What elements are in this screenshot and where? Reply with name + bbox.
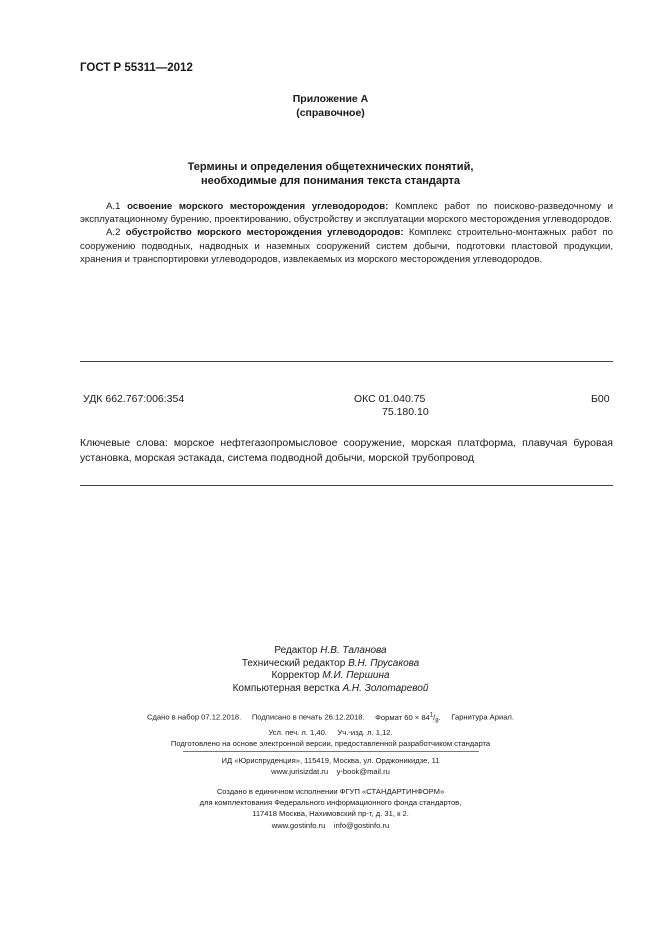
credit-name: М.И. Першина xyxy=(322,670,390,682)
publisher-info xyxy=(0,755,661,777)
oks-code xyxy=(354,393,425,406)
credit-role: Редактор xyxy=(274,645,318,656)
credit-role: Технический редактор xyxy=(241,657,346,669)
appendix-title: Приложение А xyxy=(292,93,369,105)
standartinform-info xyxy=(0,786,661,831)
credit-line xyxy=(0,658,661,671)
term-definition: Комплекс строительно-монтажных работ по сооружению подводных, надводных и наземных сооружений систем добычи, подготовки пластовой продукции, хранения и транспортировки углеводородов, извлекаемых из морского месторождения углеводородов. xyxy=(80,227,613,265)
keywords-label: Ключевые слова: xyxy=(80,437,168,449)
divider xyxy=(183,751,479,752)
credits xyxy=(0,645,661,695)
format-denominator: 8 xyxy=(435,718,439,725)
oks-label: ОКС xyxy=(354,393,376,405)
credit-name: Н.В. Таланова xyxy=(320,645,387,656)
appendix-subtitle: (справочное) xyxy=(296,107,365,119)
keywords xyxy=(80,436,613,465)
credit-role: Корректор xyxy=(271,670,320,682)
term-name: обустройство морского месторождения углеводородов: xyxy=(125,227,404,239)
oks-value-2: 75.180.10 xyxy=(382,406,429,418)
print-sheets: Усл. печ. л. 1,40. xyxy=(268,728,327,738)
section-title xyxy=(0,160,661,188)
standartinform-site: www.gostinfo.ru xyxy=(271,820,326,830)
format-label: Формат 60 × 84 xyxy=(375,712,430,722)
divider xyxy=(80,485,613,486)
credit-name: В.Н. Прусакова xyxy=(348,657,420,669)
print-submitted: Сдано в набор 07.12.2018. xyxy=(147,712,242,722)
udk-label: УДК xyxy=(83,393,103,405)
term-entry xyxy=(80,200,613,226)
section-title-line: необходимые для понимания текста стандарта xyxy=(200,175,461,187)
standartinform-line: 117418 Москва, Нахимовский пр-т, д. 31, к 2. xyxy=(252,809,409,819)
oks-value: 01.040.75 xyxy=(378,393,426,405)
section-title-line: Термины и определения общетехнических понятий, xyxy=(187,161,474,173)
credit-name: А.Н. Золотаревой xyxy=(342,682,429,694)
udk-code xyxy=(83,393,184,406)
print-line xyxy=(0,727,661,738)
standartinform-line: Создано в единичном исполнении ФГУП «СТАНДАРТИНФОРМ» xyxy=(216,787,445,796)
print-format: Формат $60 \times 84^1/_8$. xyxy=(375,712,441,725)
credit-line xyxy=(0,683,661,696)
standartinform-contacts xyxy=(0,820,661,831)
term-number: А.2 xyxy=(106,227,121,239)
credit-line xyxy=(0,670,661,683)
term-entry xyxy=(80,226,613,266)
term-definition: Комплекс работ по поисково-разведочному и эксплуатационному бурению, проектированию, обустройству и эксплуатации морского месторождения углеводородов. xyxy=(80,201,613,226)
standartinform-line: для комплектования Федерального информационного фонда стандартов, xyxy=(199,798,462,808)
print-line: Подготовлено на основе электронной версии, предоставленной разработчиком стандарта xyxy=(170,739,491,749)
keywords-text: морское нефтегазопромысловое сооружение, морская платформа, плавучая буровая установка, морская эстакада, система подводной добычи, морской трубопровод xyxy=(80,437,613,464)
print-line xyxy=(0,710,661,727)
udk-value: 662.767:006:354 xyxy=(105,393,185,405)
publisher-contacts xyxy=(0,766,661,777)
classification-code: Б00 xyxy=(591,393,610,405)
print-publisher-sheets: Уч.-изд. л. 1,12. xyxy=(337,728,393,738)
print-info xyxy=(0,710,661,750)
publisher-line: ИД «Юриспруденция», 115419, Москва, ул. Орджоникидзе, 11 xyxy=(221,756,440,765)
divider xyxy=(80,361,613,362)
print-signed: Подписано в печать 26.12.2018. xyxy=(251,712,365,722)
appendix-heading xyxy=(0,92,661,120)
print-font: Гарнитура Ариал. xyxy=(451,712,514,722)
term-number: А.1 xyxy=(106,201,121,212)
term-name: освоение морского месторождения углеводородов: xyxy=(127,201,389,212)
publisher-email: y-book@mail.ru xyxy=(336,767,390,777)
format-numerator: 1 xyxy=(429,712,434,718)
standartinform-email: info@gostinfo.ru xyxy=(333,820,390,830)
document-code: ГОСТ Р 55311—2012 xyxy=(80,62,193,74)
credit-role: Компьютерная верстка xyxy=(232,682,340,694)
publisher-site: www.jurisizdat.ru xyxy=(271,767,329,777)
terms-list xyxy=(80,200,613,266)
credit-line xyxy=(0,645,661,658)
